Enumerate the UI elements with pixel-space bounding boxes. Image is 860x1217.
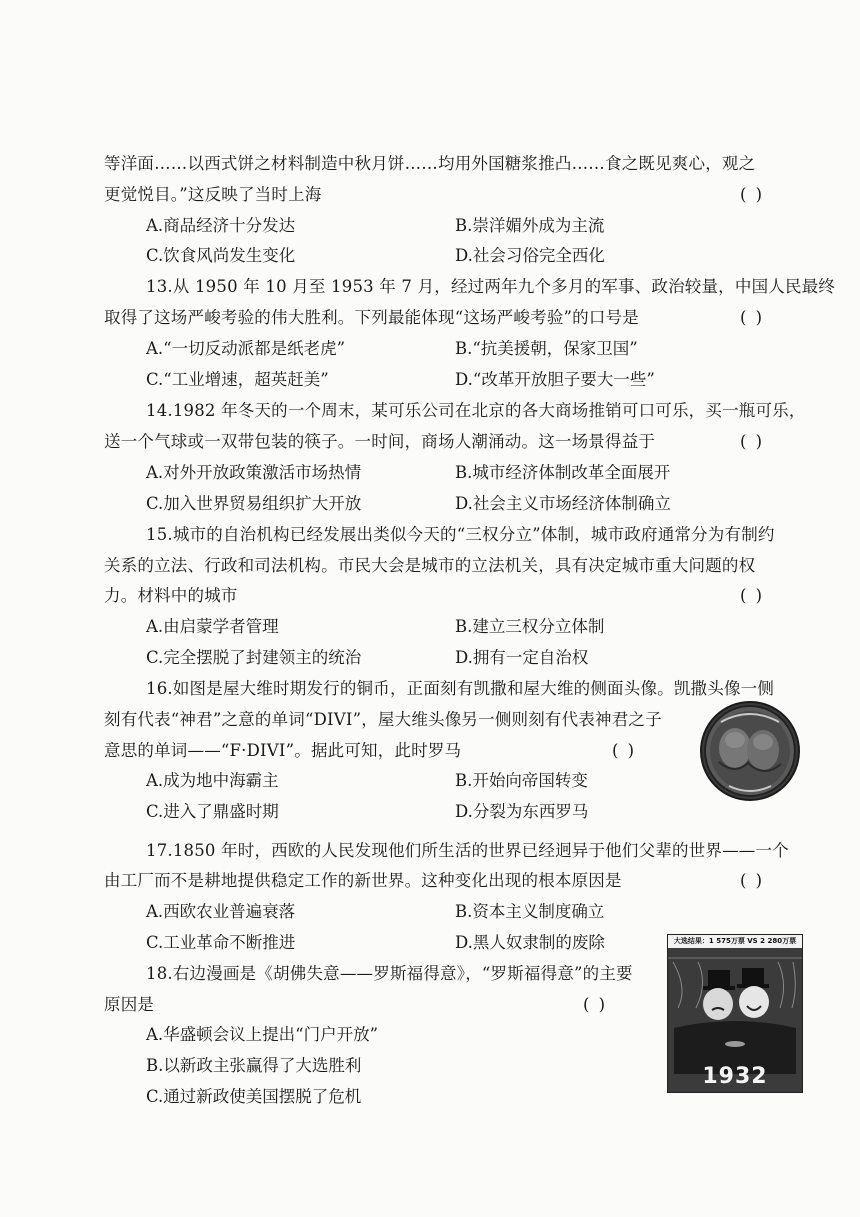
q14-option-b[interactable]: B.城市经济体制改革全面展开	[455, 463, 671, 482]
q17-option-a[interactable]: A.西欧农业普遍衰落	[146, 902, 296, 921]
cartoon-year: 1932	[702, 1064, 768, 1089]
roman-coin-image	[699, 700, 801, 802]
q12-option-b[interactable]: B.崇洋媚外成为主流	[455, 216, 605, 235]
q14-option-a[interactable]: A.对外开放政策激活市场热情	[146, 463, 362, 482]
q18-line-2: 原因是	[104, 995, 155, 1014]
q15-answer-paren[interactable]: ( )	[740, 586, 765, 605]
q13-line-2: 取得了这场严峻考验的伟大胜利。下列最能体现“这场严峻考验”的口号是	[104, 308, 639, 327]
q15-option-d[interactable]: D.拥有一定自治权	[455, 648, 589, 667]
q13-option-a[interactable]: A.“一切反动派都是纸老虎”	[146, 339, 346, 358]
q15-line-1: 15.城市的自治机构已经发展出类似今天的“三权分立”体制，城市政府通常分为有制约	[146, 525, 775, 544]
q13-line-1: 13.从 1950 年 10 月至 1953 年 7 月，经过两年九个多月的军事、政治较量，中国人民最终	[146, 277, 836, 296]
q16-line-3: 意思的单词——“F·DIVI”。据此可知，此时罗马	[104, 741, 462, 760]
q15-option-a[interactable]: A.由启蒙学者管理	[146, 617, 279, 636]
q18-answer-paren[interactable]: ( )	[583, 995, 608, 1014]
q17-option-c[interactable]: C.工业革命不断推进	[146, 933, 296, 952]
q12-option-a[interactable]: A.商品经济十分发达	[146, 216, 296, 235]
q12-option-d[interactable]: D.社会习俗完全西化	[455, 246, 605, 265]
q16-line-2: 刻有代表“神君”之意的单词“DIVI”，屋大维头像另一侧则刻有代表神君之子	[104, 710, 662, 729]
election-cartoon-image	[667, 934, 803, 1093]
q15-line-3: 力。材料中的城市	[104, 586, 238, 605]
q16-option-d[interactable]: D.分裂为东西罗马	[455, 802, 589, 821]
q17-answer-paren[interactable]: ( )	[740, 871, 765, 890]
q14-answer-paren[interactable]: ( )	[740, 432, 765, 451]
q16-answer-paren[interactable]: ( )	[612, 741, 637, 760]
q18-option-a[interactable]: A.华盛顿会议上提出“门户开放”	[146, 1025, 379, 1044]
q14-option-c[interactable]: C.加入世界贸易组织扩大开放	[146, 494, 362, 513]
q16-option-a[interactable]: A.成为地中海霸主	[146, 771, 279, 790]
q18-option-c[interactable]: C.通过新政使美国摆脱了危机	[146, 1087, 362, 1106]
q13-answer-paren[interactable]: ( )	[740, 308, 765, 327]
q16-option-b[interactable]: B.开始向帝国转变	[455, 771, 588, 790]
q17-option-d[interactable]: D.黑人奴隶制的废除	[455, 933, 605, 952]
q17-line-2: 由工厂而不是耕地提供稳定工作的新世界。这种变化出现的根本原因是	[104, 871, 622, 890]
q12-option-c[interactable]: C.饮食风尚发生变化	[146, 246, 296, 265]
q12-answer-paren[interactable]: ( )	[740, 185, 765, 204]
q13-option-b[interactable]: B.“抗美援朝，保家卫国”	[455, 339, 638, 358]
q14-line-2: 送一个气球或一双带包装的筷子。一时间，商场人潮涌动。这一场景得益于	[104, 432, 656, 451]
q16-line-1: 16.如图是屋大维时期发行的铜币，正面刻有凯撒和屋大维的侧面头像。凯撒头像一侧	[146, 679, 775, 698]
q14-option-d[interactable]: D.社会主义市场经济体制确立	[455, 494, 671, 513]
q12-line-1: 等洋面……以西式饼之材料制造中秋月饼……均用外国糖浆推凸……食之既见爽心，观之	[104, 154, 756, 173]
q13-option-c[interactable]: C.“工业增速，超英赶美”	[146, 370, 329, 389]
q15-option-c[interactable]: C.完全摆脱了封建领主的统治	[146, 648, 362, 667]
q12-line-2: 更觉悦目。”这反映了当时上海	[104, 185, 322, 204]
q15-line-2: 关系的立法、行政和司法机构。市民大会是城市的立法机关，具有决定城市重大问题的权	[104, 556, 756, 575]
q18-line-1: 18.右边漫画是《胡佛失意——罗斯福得意》，“罗斯福得意”的主要	[146, 964, 633, 983]
q18-option-b[interactable]: B.以新政主张赢得了大选胜利	[146, 1056, 362, 1075]
q15-option-b[interactable]: B.建立三权分立体制	[455, 617, 605, 636]
q13-option-d[interactable]: D.“改革开放胆子要大一些”	[455, 370, 655, 389]
q17-option-b[interactable]: B.资本主义制度确立	[455, 902, 605, 921]
cartoon-banner: 大选结果：1 575万票 VS 2 280万票	[668, 935, 802, 948]
q14-line-1: 14.1982 年冬天的一个周末，某可乐公司在北京的各大商场推销可口可乐，买一瓶可乐，	[146, 401, 806, 420]
q16-option-c[interactable]: C.进入了鼎盛时期	[146, 802, 279, 821]
q17-line-1: 17.1850 年时，西欧的人民发现他们所生活的世界已经迥异于他们父辈的世界——一个	[146, 841, 789, 860]
